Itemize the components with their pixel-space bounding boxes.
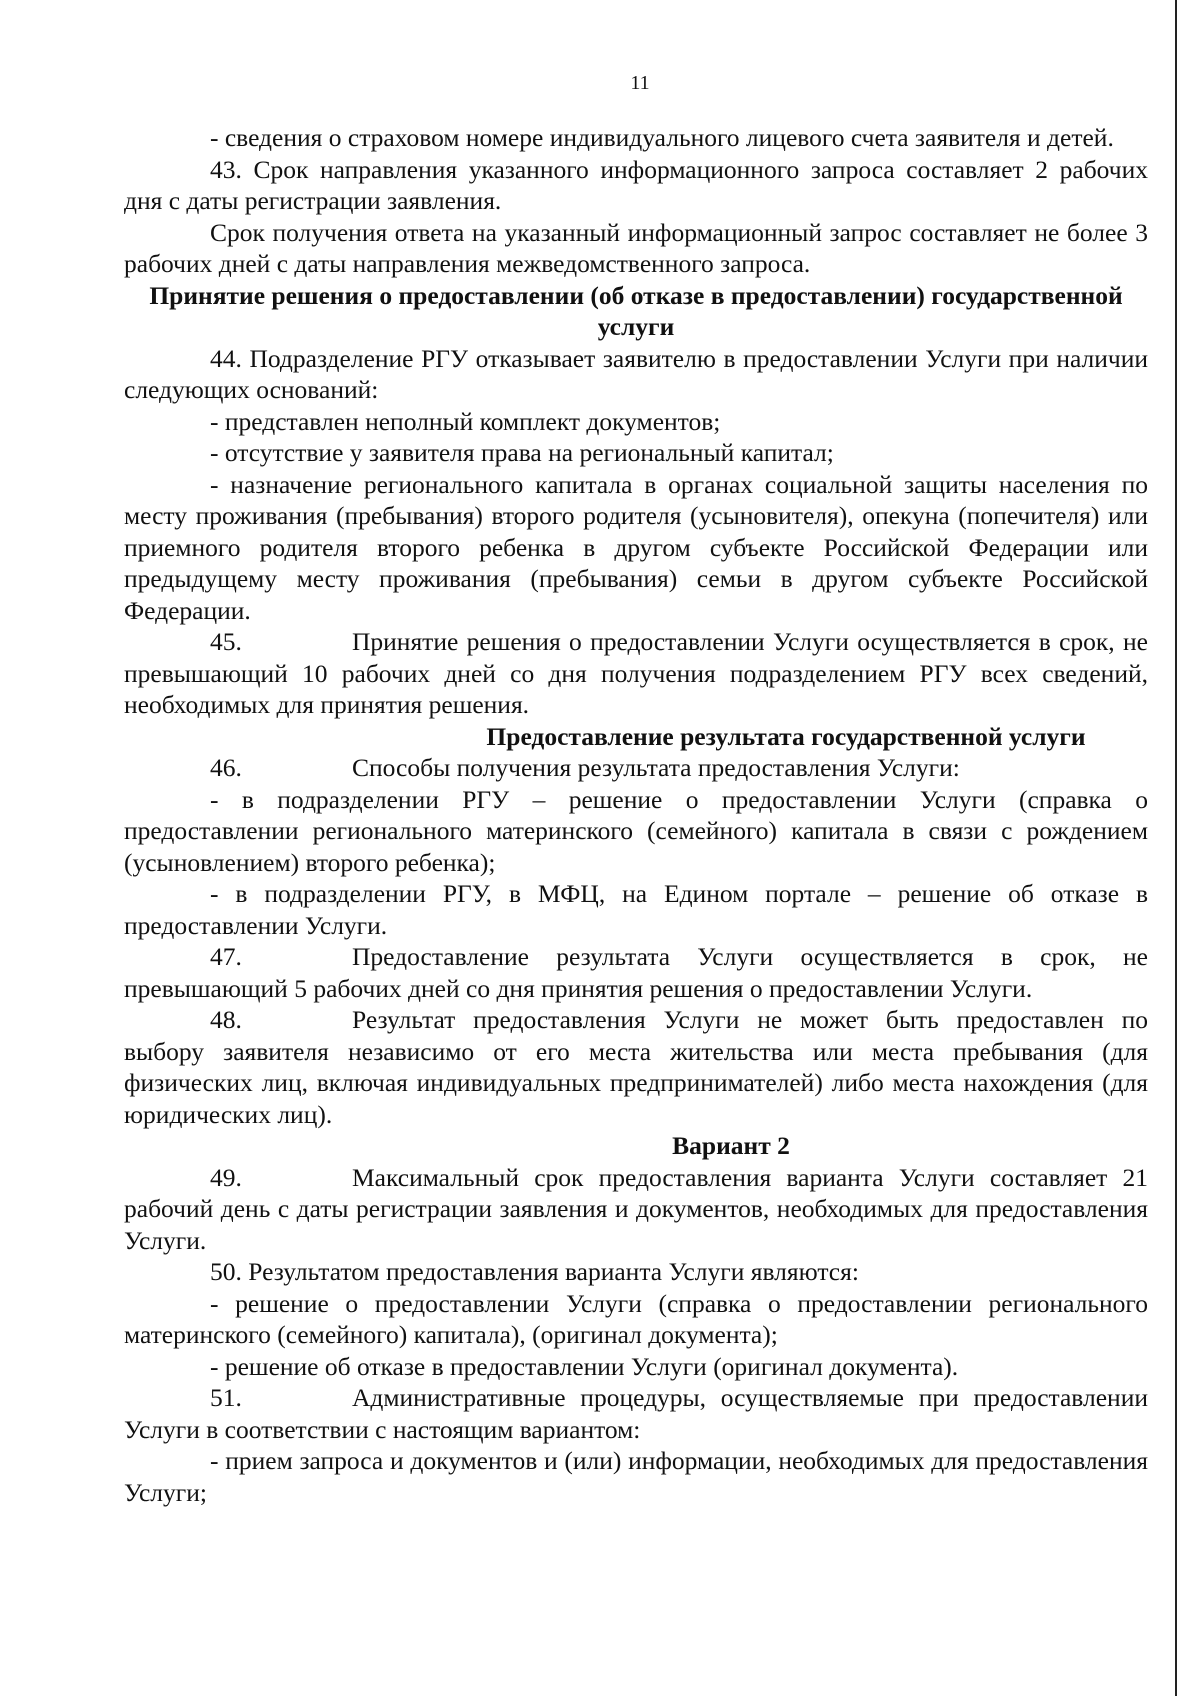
paragraph-44: 44. Подразделение РГУ отказывает заявителю в предоставлении Услуги при наличии следующих оснований: (124, 343, 1148, 404)
paragraph-text: Способы получения результата предоставления Услуги: (352, 753, 960, 782)
paragraph-text: Административные процедуры, осуществляемые при предоставлении Услуги в соответствии с настоящим вариантом: (124, 1383, 1148, 1444)
paragraph-50: 50. Результатом предоставления варианта Услуги являются: (210, 1257, 859, 1286)
list-item-request-intake: - прием запроса и документов и (или) информации, необходимых для предоставления Услуги; (124, 1446, 1148, 1507)
paragraph-text: Результат предоставления Услуги не может быть предоставлен по выбору заявителя независимо от его места жительства или места пребывания (для физических лиц, включая индивидуальных предпринимателей) либо места нахождения (для юридических лиц). (124, 1005, 1148, 1129)
paragraph-snils: - сведения о страховом номере индивидуального лицевого счета заявителя и детей. (210, 123, 1114, 152)
list-item-refusal-original: - решение об отказе в предоставлении Услуги (оригинал документа). (210, 1351, 959, 1381)
paragraph-text: Принятие решения о предоставлении Услуги осуществляется в срок, не превышающий 10 рабочих дней со дня получения подразделением РГУ всех сведений, необходимых для принятия решения. (124, 627, 1148, 719)
list-item-refusal: - в подразделении РГУ, в МФЦ, на Едином портале – решение об отказе в предоставлении Услуги. (124, 879, 1148, 940)
heading-result: Предоставление результата государственной услуги (486, 721, 1086, 751)
paragraph-text: Максимальный срок предоставления варианта Услуги составляет 21 рабочий день с даты регистрации заявления и документов, необходимых для предоставления Услуги. (124, 1162, 1148, 1255)
scan-edge-line (1175, 0, 1177, 1696)
paragraph-51 (124, 1382, 1148, 1445)
page-number: 11 (630, 72, 650, 94)
heading-decision: Принятие решения о предоставлении (об отказе в предоставлении) государственной услуги (149, 280, 1123, 341)
paragraph-number: 49. (210, 1162, 242, 1192)
list-item-incomplete-docs: - представлен неполный комплект документов; (210, 406, 721, 436)
document-body (124, 122, 1148, 1508)
paragraph-47 (124, 941, 1148, 1004)
paragraph-response-term: Срок получения ответа на указанный информационный запрос составляет не более 3 рабочих дней с даты направления межведомственного запроса. (124, 217, 1148, 278)
paragraph-number: 47. (210, 942, 242, 971)
paragraph-number: 45. (210, 627, 242, 656)
list-item-assigned-elsewhere: - назначение регионального капитала в органах социальной защиты населения по месту проживания (пребывания) второго родителя (усыновителя), опекуна (попечителя) или приемного родителя второго ребенка в другом субъекте Российской Федерации или предыдущему месту проживания (пребывания) семьи в другом субъекте Российской Федерации. (124, 469, 1148, 625)
paragraph-48 (124, 1004, 1148, 1130)
list-item-rgu-decision: - в подразделении РГУ – решение о предоставлении Услуги (справка о предоставлении регионального материнского (семейного) капитала в связи с рождением (усыновлением) второго ребенка); (124, 784, 1148, 877)
paragraph-49 (124, 1162, 1148, 1257)
paragraph-number: 51. (210, 1383, 242, 1412)
heading-variant-2: Вариант 2 (672, 1131, 790, 1160)
paragraph-number: 46. (210, 753, 242, 782)
paragraph-45 (124, 626, 1148, 721)
list-item-decision-original: - решение о предоставлении Услуги (справка о предоставлении регионального материнского (семейного) капитала), (оригинал документа); (124, 1288, 1148, 1349)
list-item-no-right: - отсутствие у заявителя права на региональный капитал; (210, 438, 834, 467)
paragraph-43: 43. Срок направления указанного информационного запроса составляет 2 рабочих дня с даты регистрации заявления. (124, 154, 1148, 215)
paragraph-46 (124, 752, 1148, 784)
paragraph-number: 48. (210, 1005, 242, 1034)
paragraph-text: Предоставление результата Услуги осуществляется в срок, не превышающий 5 рабочих дней со дня принятия решения о предоставлении Услуги. (124, 942, 1148, 1003)
